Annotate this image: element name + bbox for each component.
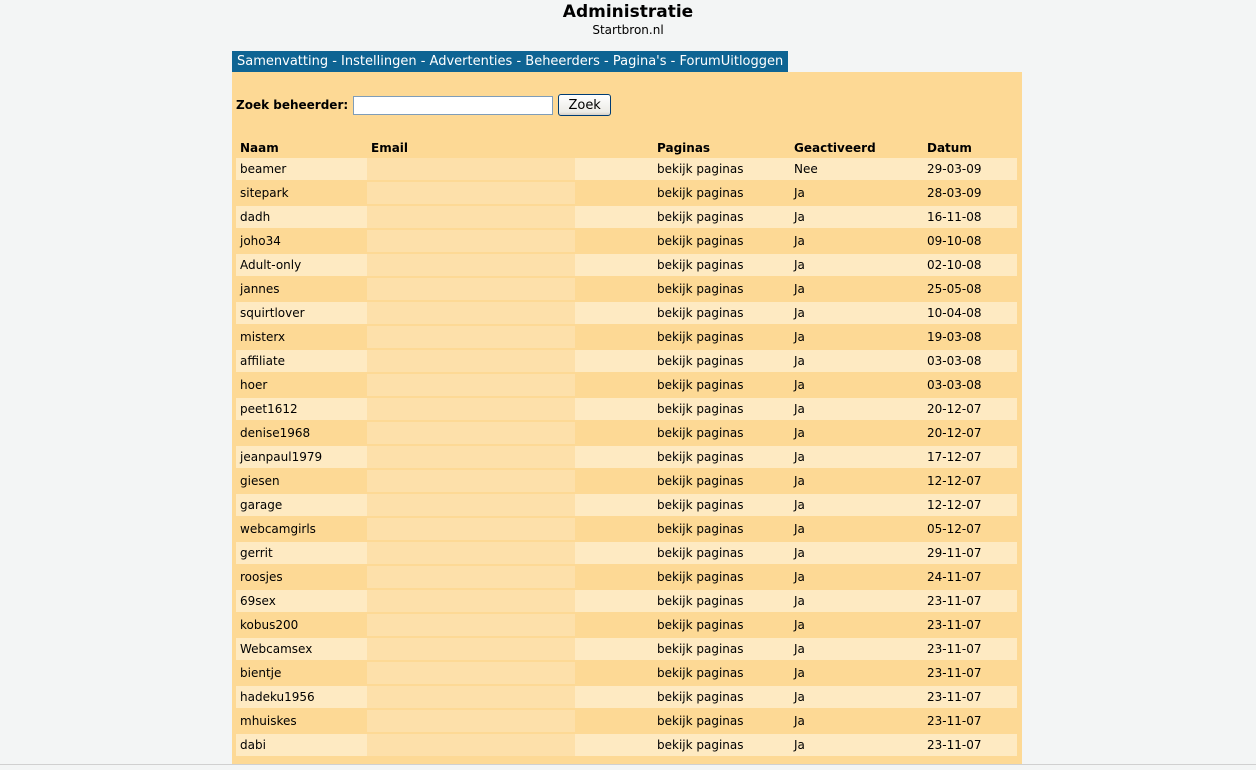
table-row [236,660,1017,684]
cell-spacer [575,468,653,492]
table-header-row [236,133,1017,156]
search-input[interactable] [353,96,553,115]
nav-separator: - [328,54,342,69]
content-panel [232,72,1022,766]
cell-paginas-link[interactable]: bekijk paginas [653,588,790,612]
cell-spacer [575,300,653,324]
search-form [236,94,611,116]
cell-naam: gerrit [236,540,367,564]
cell-naam: giesen [236,468,367,492]
cell-spacer [575,660,653,684]
cell-datum: 03-03-08 [923,372,1017,396]
cell-paginas-link[interactable]: bekijk paginas [653,684,790,708]
cell-spacer [575,324,653,348]
table-row [236,516,1017,540]
main-nav [232,51,788,72]
table-row [236,324,1017,348]
cell-datum: 12-12-07 [923,492,1017,516]
cell-email [367,516,575,540]
table-row [236,612,1017,636]
cell-spacer [575,252,653,276]
cell-datum: 23-11-07 [923,588,1017,612]
table-row [236,420,1017,444]
table-row [236,564,1017,588]
cell-email [367,732,575,756]
page-title: Administratie [562,2,694,22]
cell-email [367,636,575,660]
cell-geactiveerd: Ja [790,684,923,708]
cell-spacer [575,444,653,468]
cell-geactiveerd: Ja [790,276,923,300]
table-row [236,156,1017,180]
cell-datum: 29-11-07 [923,540,1017,564]
cell-datum: 23-11-07 [923,612,1017,636]
cell-naam: Adult-only [236,252,367,276]
nav-instellingen[interactable]: Instellingen [341,54,417,69]
cell-spacer [575,564,653,588]
cell-spacer [575,612,653,636]
cell-naam: jeanpaul1979 [236,444,367,468]
cell-geactiveerd: Ja [790,180,923,204]
cell-naam: kobus200 [236,612,367,636]
cell-spacer [575,228,653,252]
column-header-naam: Naam [236,133,367,156]
cell-naam: denise1968 [236,420,367,444]
nav-separator: - [512,54,526,69]
table-row [236,300,1017,324]
cell-datum: 20-12-07 [923,396,1017,420]
table-row [236,228,1017,252]
cell-paginas-link[interactable]: bekijk paginas [653,204,790,228]
table-row [236,180,1017,204]
cell-geactiveerd: Ja [790,636,923,660]
window-bottom-edge [0,764,1256,770]
cell-email [367,276,575,300]
cell-spacer [575,684,653,708]
table-row [236,252,1017,276]
cell-paginas-link[interactable]: bekijk paginas [653,252,790,276]
cell-datum: 05-12-07 [923,516,1017,540]
cell-geactiveerd: Ja [790,420,923,444]
column-header-paginas: Paginas [653,133,790,156]
cell-email [367,348,575,372]
table-row [236,540,1017,564]
cell-email [367,420,575,444]
cell-email [367,300,575,324]
cell-paginas-link[interactable]: bekijk paginas [653,420,790,444]
beheerders-table [236,133,1017,756]
cell-datum: 12-12-07 [923,468,1017,492]
table-row [236,684,1017,708]
cell-spacer [575,492,653,516]
table-row [236,732,1017,756]
cell-geactiveerd: Ja [790,468,923,492]
cell-naam: joho34 [236,228,367,252]
cell-datum: 23-11-07 [923,660,1017,684]
cell-naam: Webcamsex [236,636,367,660]
cell-email [367,228,575,252]
table-row [236,636,1017,660]
cell-paginas-link[interactable]: bekijk paginas [653,468,790,492]
cell-paginas-link[interactable]: bekijk paginas [653,372,790,396]
column-header-geactiveerd: Geactiveerd [790,133,923,156]
nav-separator: - [599,54,613,69]
cell-datum: 28-03-09 [923,180,1017,204]
cell-datum: 23-11-07 [923,636,1017,660]
cell-paginas-link[interactable]: bekijk paginas [653,564,790,588]
cell-paginas-link[interactable]: bekijk paginas [653,444,790,468]
cell-spacer [575,636,653,660]
cell-email [367,468,575,492]
cell-email [367,156,575,180]
cell-spacer [575,588,653,612]
cell-email [367,204,575,228]
nav-samenvatting[interactable]: Samenvatting [237,54,329,69]
nav-separator: - [666,54,680,69]
cell-email [367,324,575,348]
cell-naam: roosjes [236,564,367,588]
cell-spacer [575,204,653,228]
cell-email [367,540,575,564]
search-label: Zoek beheerder: [236,98,349,112]
cell-datum: 03-03-08 [923,348,1017,372]
cell-geactiveerd: Ja [790,612,923,636]
cell-paginas-link[interactable]: bekijk paginas [653,732,790,756]
cell-geactiveerd: Ja [790,492,923,516]
cell-naam: squirtlover [236,300,367,324]
column-header-spacer [575,133,653,156]
cell-datum: 17-12-07 [923,444,1017,468]
cell-spacer [575,540,653,564]
cell-spacer [575,732,653,756]
cell-spacer [575,276,653,300]
table-row [236,588,1017,612]
cell-email [367,564,575,588]
nav-beheerders[interactable]: Beheerders [525,54,600,69]
cell-naam: misterx [236,324,367,348]
cell-geactiveerd: Ja [790,660,923,684]
cell-email [367,660,575,684]
cell-email [367,252,575,276]
cell-spacer [575,372,653,396]
cell-email [367,612,575,636]
cell-paginas-link[interactable]: bekijk paginas [653,540,790,564]
nav-paginas[interactable]: Pagina's [612,54,667,69]
cell-datum: 10-04-08 [923,300,1017,324]
cell-email [367,684,575,708]
cell-spacer [575,396,653,420]
cell-email [367,492,575,516]
cell-geactiveerd: Ja [790,348,923,372]
cell-naam: webcamgirls [236,516,367,540]
cell-paginas-link[interactable]: bekijk paginas [653,636,790,660]
cell-naam: hoer [236,372,367,396]
table-row [236,276,1017,300]
cell-spacer [575,516,653,540]
table-row [236,708,1017,732]
table-body [236,156,1017,756]
cell-paginas-link[interactable]: bekijk paginas [653,612,790,636]
nav-advertenties[interactable]: Advertenties [429,54,513,69]
table-row [236,204,1017,228]
cell-geactiveerd: Ja [790,228,923,252]
cell-datum: 23-11-07 [923,684,1017,708]
cell-geactiveerd: Ja [790,204,923,228]
cell-geactiveerd: Ja [790,540,923,564]
cell-paginas-link[interactable]: bekijk paginas [653,396,790,420]
cell-naam: hadeku1956 [236,684,367,708]
cell-datum: 29-03-09 [923,156,1017,180]
cell-paginas-link[interactable]: bekijk paginas [653,492,790,516]
cell-naam: peet1612 [236,396,367,420]
cell-geactiveerd: Ja [790,516,923,540]
cell-naam: jannes [236,276,367,300]
cell-naam: garage [236,492,367,516]
cell-paginas-link[interactable]: bekijk paginas [653,180,790,204]
cell-spacer [575,348,653,372]
cell-naam: sitepark [236,180,367,204]
cell-spacer [575,420,653,444]
table-row [236,396,1017,420]
cell-email [367,396,575,420]
cell-geactiveerd: Ja [790,324,923,348]
cell-geactiveerd: Ja [790,732,923,756]
cell-geactiveerd: Nee [790,156,923,180]
cell-geactiveerd: Ja [790,444,923,468]
cell-geactiveerd: Ja [790,372,923,396]
nav-forum-uitloggen[interactable]: ForumUitloggen [679,54,784,69]
cell-paginas-link[interactable]: bekijk paginas [653,516,790,540]
cell-datum: 09-10-08 [923,228,1017,252]
cell-datum: 24-11-07 [923,564,1017,588]
cell-datum: 16-11-08 [923,204,1017,228]
table-row [236,444,1017,468]
cell-email [367,708,575,732]
cell-geactiveerd: Ja [790,588,923,612]
page-subtitle: Startbron.nl [592,23,664,37]
cell-datum: 19-03-08 [923,324,1017,348]
table-row [236,372,1017,396]
table-row [236,468,1017,492]
cell-email [367,444,575,468]
cell-datum: 25-05-08 [923,276,1017,300]
cell-paginas-link[interactable]: bekijk paginas [653,300,790,324]
cell-geactiveerd: Ja [790,708,923,732]
search-button[interactable]: Zoek [558,94,611,116]
column-header-datum: Datum [923,133,1017,156]
cell-paginas-link[interactable]: bekijk paginas [653,324,790,348]
cell-paginas-link[interactable]: bekijk paginas [653,156,790,180]
cell-geactiveerd: Ja [790,300,923,324]
cell-datum: 02-10-08 [923,252,1017,276]
page-header [0,2,1256,38]
cell-geactiveerd: Ja [790,564,923,588]
cell-naam: bientje [236,660,367,684]
cell-spacer [575,180,653,204]
cell-spacer [575,708,653,732]
nav-separator: - [416,54,430,69]
cell-paginas-link[interactable]: bekijk paginas [653,348,790,372]
cell-naam: affiliate [236,348,367,372]
column-header-email: Email [367,133,575,156]
cell-paginas-link[interactable]: bekijk paginas [653,228,790,252]
cell-datum: 23-11-07 [923,708,1017,732]
cell-naam: dadh [236,204,367,228]
cell-geactiveerd: Ja [790,252,923,276]
cell-email [367,180,575,204]
cell-paginas-link[interactable]: bekijk paginas [653,276,790,300]
cell-spacer [575,156,653,180]
cell-geactiveerd: Ja [790,396,923,420]
cell-email [367,588,575,612]
table-row [236,492,1017,516]
cell-paginas-link[interactable]: bekijk paginas [653,708,790,732]
cell-naam: dabi [236,732,367,756]
table-row [236,348,1017,372]
cell-naam: mhuiskes [236,708,367,732]
cell-datum: 23-11-07 [923,732,1017,756]
cell-datum: 20-12-07 [923,420,1017,444]
cell-email [367,372,575,396]
cell-naam: 69sex [236,588,367,612]
cell-paginas-link[interactable]: bekijk paginas [653,660,790,684]
cell-naam: beamer [236,156,367,180]
